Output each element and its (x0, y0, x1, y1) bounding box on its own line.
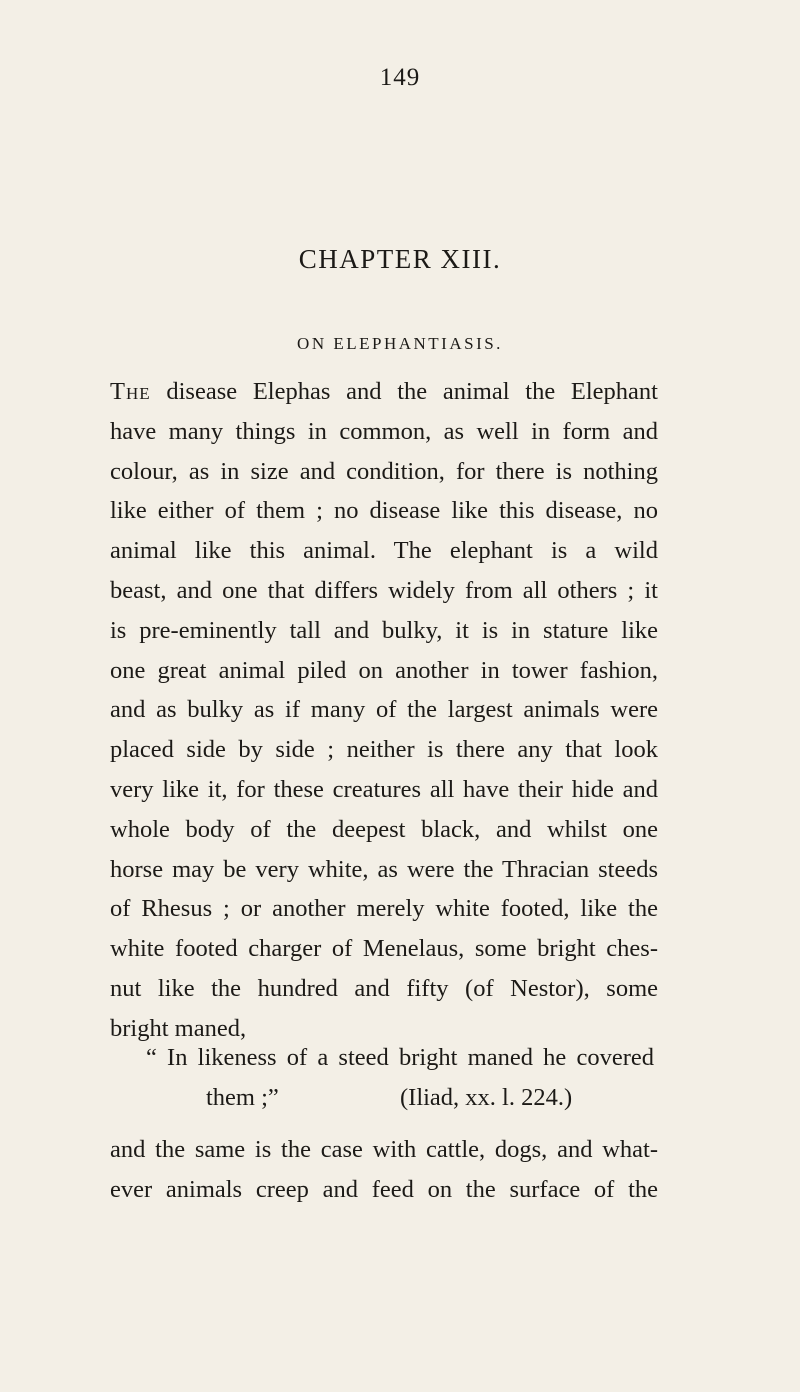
paragraph-1-line: animal like this animal. The elephant is a wild (110, 537, 658, 565)
paragraph-1-line: horse may be very white, as were the Thracian steeds (110, 855, 658, 883)
chapter-title: CHAPTER XIII. (298, 244, 502, 274)
page-number: 149 (379, 64, 421, 91)
paragraph-1-line: whole body of the deepest black, and whilst one (110, 815, 658, 843)
paragraph-1-line: one great animal piled on another in tower fashion, (110, 656, 658, 684)
paragraph-1-line (110, 372, 658, 412)
paragraph-1 (110, 372, 658, 1049)
quote-citation: (Iliad, xx. l. 224.) (400, 1084, 573, 1111)
paragraph-1-line: white footed charger of Menelaus, some bright ches- (110, 935, 658, 963)
quote-line: “ In likeness of a steed bright maned he covered (146, 1044, 654, 1071)
paragraph-1-line: colour, as in size and condition, for there is nothing (110, 457, 658, 485)
drop-word: The (110, 378, 151, 405)
paragraph-2-line: ever animals creep and feed on the surface of the (110, 1175, 658, 1203)
paragraph-1-line: very like it, for these creatures all have their hide and (110, 775, 658, 803)
paragraph-1-line: is pre-eminently tall and bulky, it is in stature like (110, 616, 658, 644)
quote-line: them ;” (206, 1084, 279, 1111)
paragraph-1-line: and as bulky as if many of the largest animals were (110, 696, 658, 724)
first-line-text: disease Elephas and the animal the Elephant (150, 378, 658, 405)
paragraph-1-line: like either of them ; no disease like this disease, no (110, 497, 658, 525)
paragraph-1-line: beast, and one that differs widely from all others ; it (110, 576, 658, 604)
section-title: ON ELEPHANTIASIS. (297, 334, 503, 353)
paragraph-2 (110, 1130, 658, 1210)
paragraph-1-line: of Rhesus ; or another merely white footed, like the (110, 895, 658, 923)
paragraph-1-line: placed side by side ; neither is there any that look (110, 736, 658, 764)
paragraph-2-line: and the same is the case with cattle, dogs, and what- (110, 1136, 658, 1163)
paragraph-1-line: bright maned, (110, 1014, 247, 1042)
paragraph-1-line: have many things in common, as well in form and (110, 417, 658, 445)
paragraph-1-line: nut like the hundred and fifty (of Nestor), some (110, 974, 658, 1002)
